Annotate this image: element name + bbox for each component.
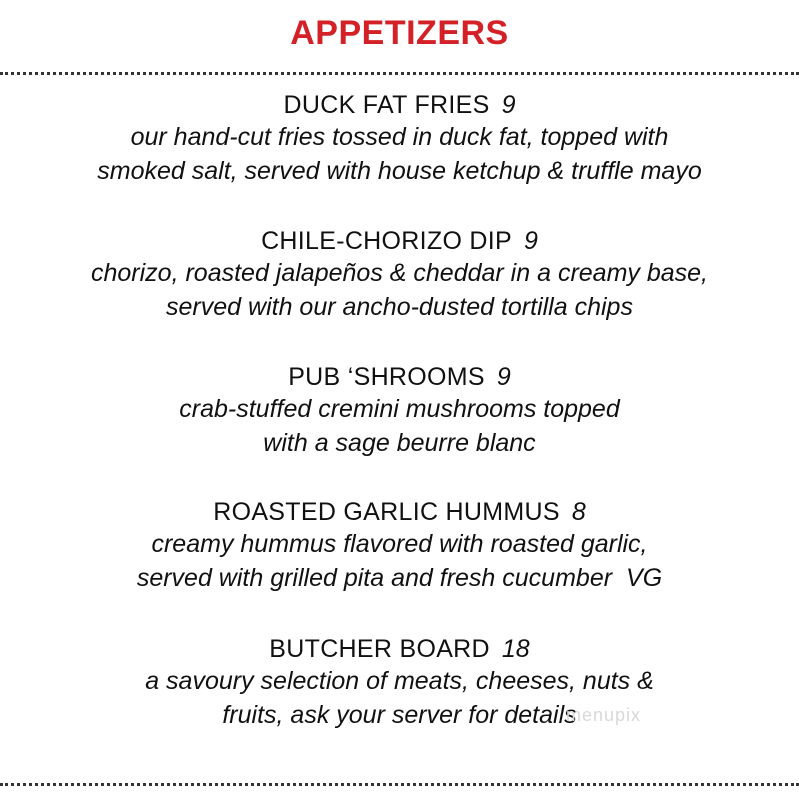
item-name: DUCK FAT FRIES <box>283 91 490 119</box>
item-heading <box>0 226 799 256</box>
item-description-line: crab-stuffed cremini mushrooms topped <box>179 395 620 423</box>
item-price: 9 <box>524 227 538 255</box>
item-description-line: creamy hummus flavored with roasted garlic, <box>151 530 648 558</box>
menu-item <box>0 362 799 460</box>
item-description-line: served with our ancho-dusted tortilla chips <box>166 293 633 321</box>
menu-item <box>0 634 799 732</box>
vegan-tag: VG <box>626 564 663 592</box>
top-dotted-divider <box>0 72 799 75</box>
item-price: 9 <box>496 363 511 391</box>
item-description-line <box>0 561 799 595</box>
item-price: 18 <box>501 635 530 663</box>
item-heading <box>0 497 799 527</box>
item-heading <box>0 634 799 664</box>
menu-item <box>0 226 799 324</box>
item-name: PUB ‘SHROOMS <box>288 363 485 391</box>
item-price: 9 <box>501 91 516 119</box>
menu-item <box>0 497 799 595</box>
item-description-line: smoked salt, served with house ketchup & truffle mayo <box>97 157 702 185</box>
item-description-line: with a sage beurre blanc <box>263 429 536 457</box>
bottom-dotted-divider <box>0 783 799 786</box>
item-description-text: served with grilled pita and fresh cucumber <box>136 564 613 592</box>
item-price: 8 <box>571 498 586 526</box>
item-name: ROASTED GARLIC HUMMUS <box>213 498 560 526</box>
item-description-line: fruits, ask your server for details <box>222 701 577 729</box>
watermark: menupix <box>566 705 642 725</box>
item-heading <box>0 90 799 120</box>
item-description-line: chorizo, roasted jalapeños & cheddar in a creamy base, <box>90 259 709 287</box>
item-heading <box>0 362 799 392</box>
menu-item <box>0 90 799 188</box>
item-name: CHILE-CHORIZO DIP <box>261 227 513 255</box>
item-description-line: our hand-cut fries tossed in duck fat, topped with <box>130 123 669 151</box>
item-description-line: a savoury selection of meats, cheeses, nuts & <box>145 667 654 695</box>
item-name: BUTCHER BOARD <box>269 635 490 663</box>
section-title: APPETIZERS <box>290 14 509 52</box>
